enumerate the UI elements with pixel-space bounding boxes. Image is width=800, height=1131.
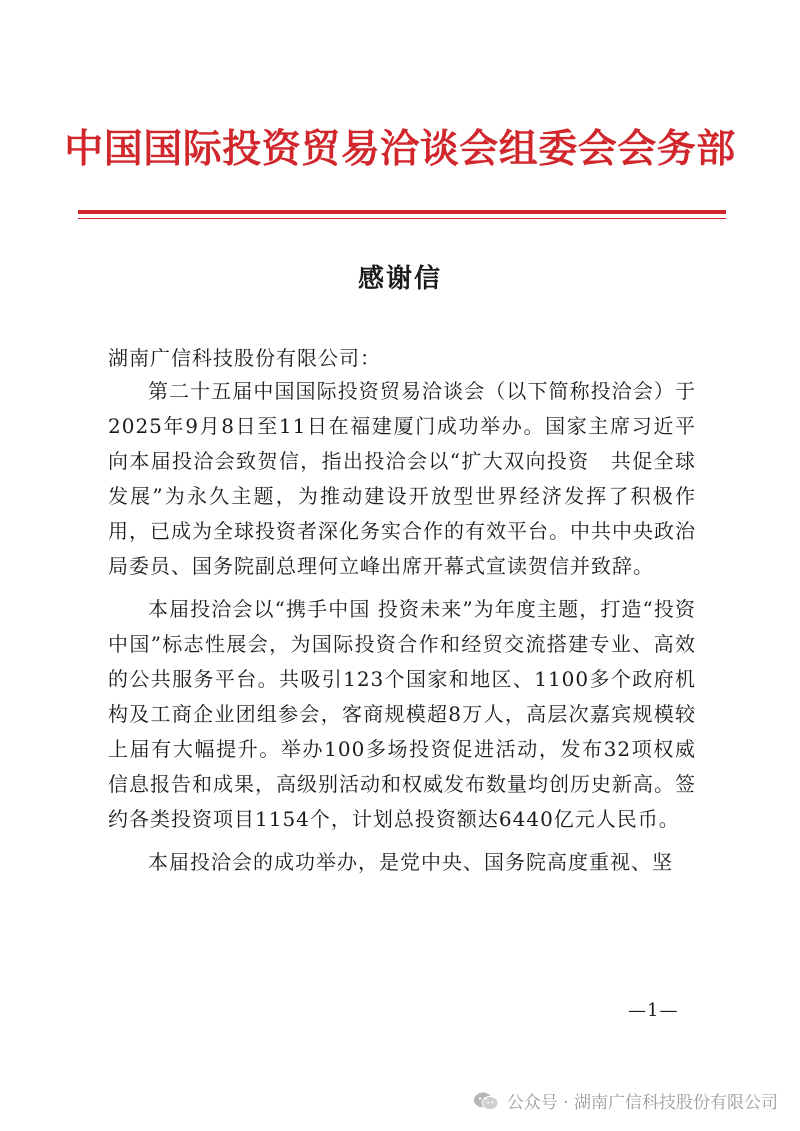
page-number: —1— (628, 1000, 679, 1021)
letter-title: 感谢信 (357, 264, 442, 294)
wechat-watermark (473, 1088, 778, 1113)
paragraph-2: 本届投洽会以“携手中国 投资未来”为年度主题，打造“投资中国”标志性展会，为国际投资合作和经贸交流搭建专业、高效的公共服务平台。共吸引123个国家和地区、1100多个政府机构及工商企业团组参会，客商规模超8万人，高层次嘉宾规模较上届有大幅提升。举办100多场投资促进活动，发布32项权威信息报告和成果，高级别活动和权威发布数量均创历史新高。签约各类投资项目1154个，计划总投资额达6440亿元人民币。 (108, 597, 696, 831)
paragraph-1: 第二十五届中国国际投资贸易洽谈会（以下简称投洽会）于2025年9月8日至11日在福建厦门成功举办。国家主席习近平向本届投洽会致贺信，指出投洽会以“扩大双向投资 共促全球发展”为永久主题，为推动建设开放型世界经济发挥了积极作用，已成为全球投资者深化务实合作的有效平台。中共中央政治局委员、国务院副总理何立峰出席开幕式宣读贺信并致辞。 (108, 379, 696, 578)
watermark-text: 公众号 · 湖南广信科技股份有限公司 (506, 1093, 778, 1113)
letterhead-rule-thick (78, 210, 726, 214)
wechat-icon (473, 1091, 499, 1111)
letterhead-title: 中国国际投资贸易洽谈会组委会会务部 (64, 127, 736, 172)
paragraph-3: 本届投洽会的成功举办，是党中央、国务院高度重视、坚 (148, 850, 673, 874)
salutation: 湖南广信科技股份有限公司： (108, 346, 381, 370)
letterhead-rule-thin (78, 218, 726, 219)
letter-body (108, 374, 696, 888)
